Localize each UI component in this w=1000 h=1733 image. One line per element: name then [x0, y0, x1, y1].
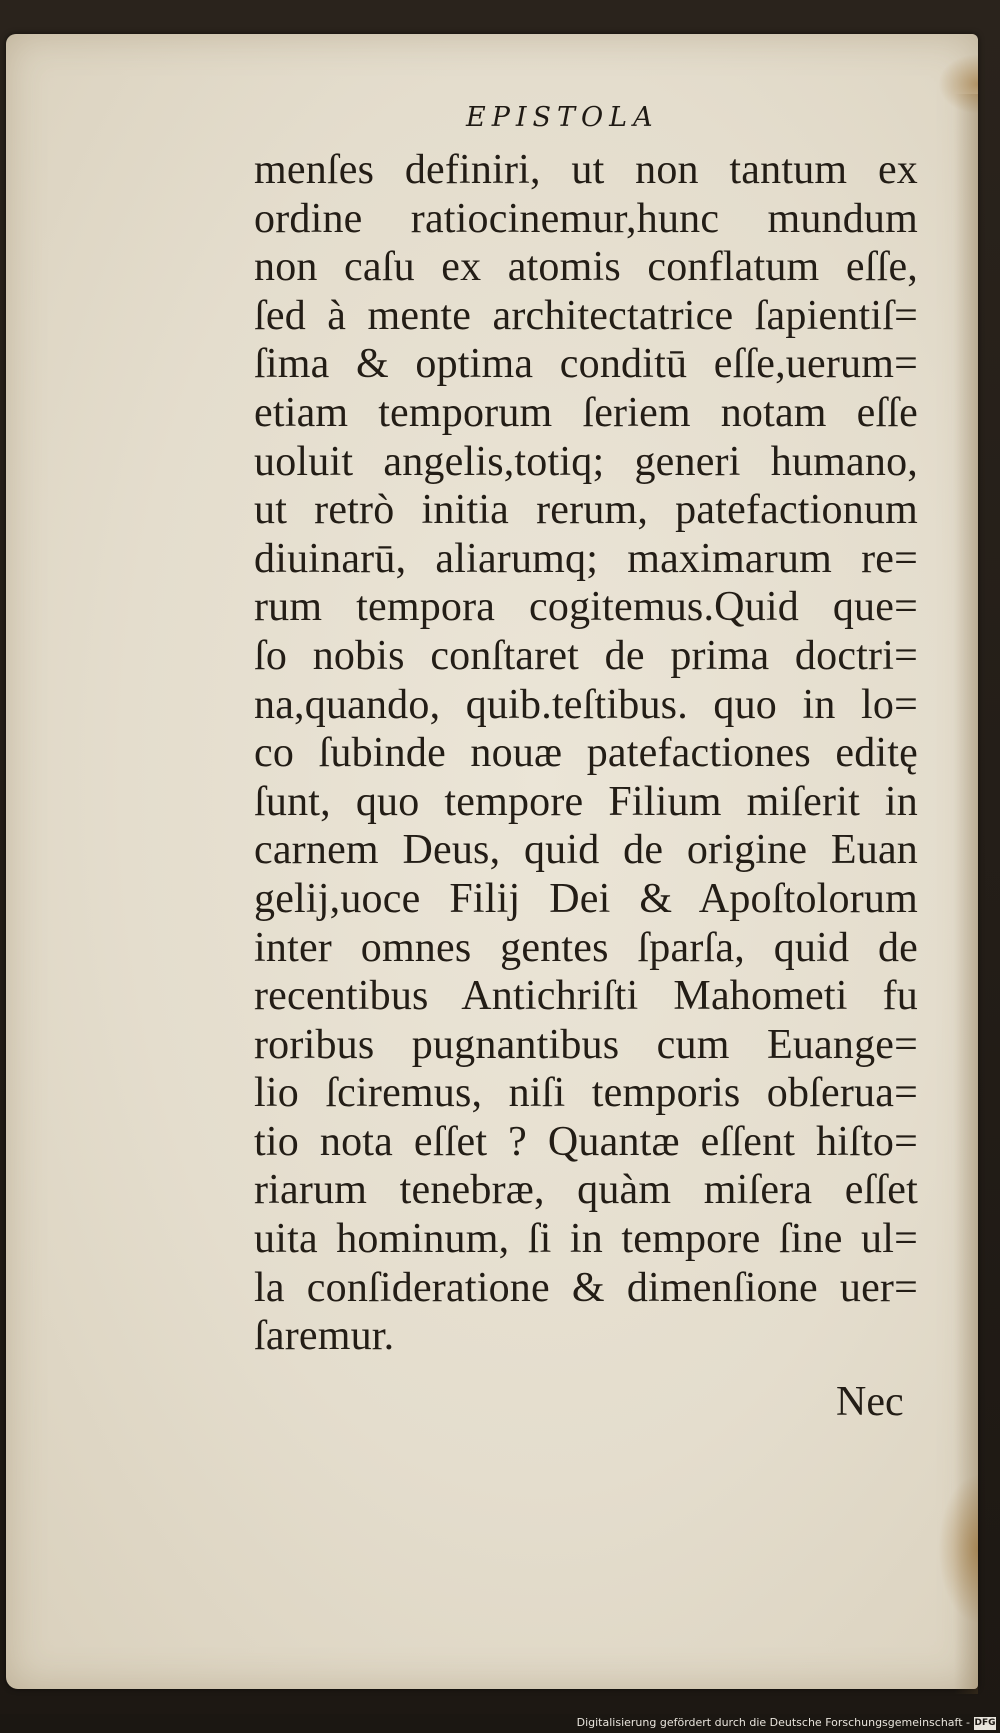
- text-block: [254, 146, 918, 1361]
- text-line: ſed à mente architectatrice ſapientiſ=: [254, 292, 918, 339]
- text-line: uita hominum, ſi in tempore ſine ul=: [254, 1216, 918, 1263]
- text-line: ſo nobis conſtaret de prima doctri=: [254, 632, 918, 679]
- catchword: Nec: [836, 1379, 904, 1425]
- text-line: ſunt, quo tempore Filium miſerit in: [254, 778, 918, 825]
- text-line: non caſu ex atomis conflatum eſſe,: [254, 244, 918, 291]
- paper-stain: [938, 1474, 978, 1624]
- dfg-logo: DFG: [974, 1718, 996, 1728]
- text-line: ordine ratiocinemur,hunc mundum: [254, 195, 918, 242]
- text-line: ut retrò initia rerum, patefactionum: [254, 487, 918, 534]
- text-line: etiam temporum ſeriem notam eſſe: [254, 389, 918, 436]
- running-head: EPISTOLA: [466, 102, 659, 133]
- page-edge-shadow: [954, 94, 978, 1694]
- text-line: carnem Deus, quid de origine Euan: [254, 827, 918, 874]
- text-line: co ſubinde nouæ patefactiones editę: [254, 730, 918, 777]
- paper-stain: [938, 54, 978, 114]
- text-line: uoluit angelis,totiq; generi humano,: [254, 438, 918, 485]
- text-line: menſes definiri, ut non tantum ex: [254, 147, 918, 193]
- text-line: lio ſciremus, niſi temporis obſerua=: [254, 1070, 918, 1117]
- text-line: ſaremur.: [254, 1313, 395, 1360]
- text-line: inter omnes gentes ſparſa, quid de: [254, 924, 918, 971]
- text-line: recentibus Antichriſti Mahometi fu: [254, 973, 918, 1020]
- text-line: ſima & optima conditū eſſe,uerum=: [254, 341, 918, 388]
- text-line: diuinarū, aliarumq; maximarum re=: [254, 535, 918, 582]
- text-line: gelij,uoce Filij Dei & Apoſtolorum: [254, 875, 918, 922]
- digitization-credit: Digitalisierung gefördert durch die Deutsche Forschungsgemeinschaft -: [576, 1716, 970, 1729]
- text-line: na,quando, quib.teſtibus. quo in lo=: [254, 681, 918, 728]
- text-line: tio nota eſſet ? Quantæ eſſent hiſto=: [254, 1118, 918, 1165]
- text-line: riarum tenebræ, quàm miſera eſſet: [254, 1167, 918, 1214]
- text-line: roribus pugnantibus cum Euange=: [254, 1021, 918, 1068]
- text-line: rum tempora cogitemus.Quid que=: [254, 584, 918, 631]
- text-line: la conſideratione & dimenſione uer=: [254, 1264, 918, 1311]
